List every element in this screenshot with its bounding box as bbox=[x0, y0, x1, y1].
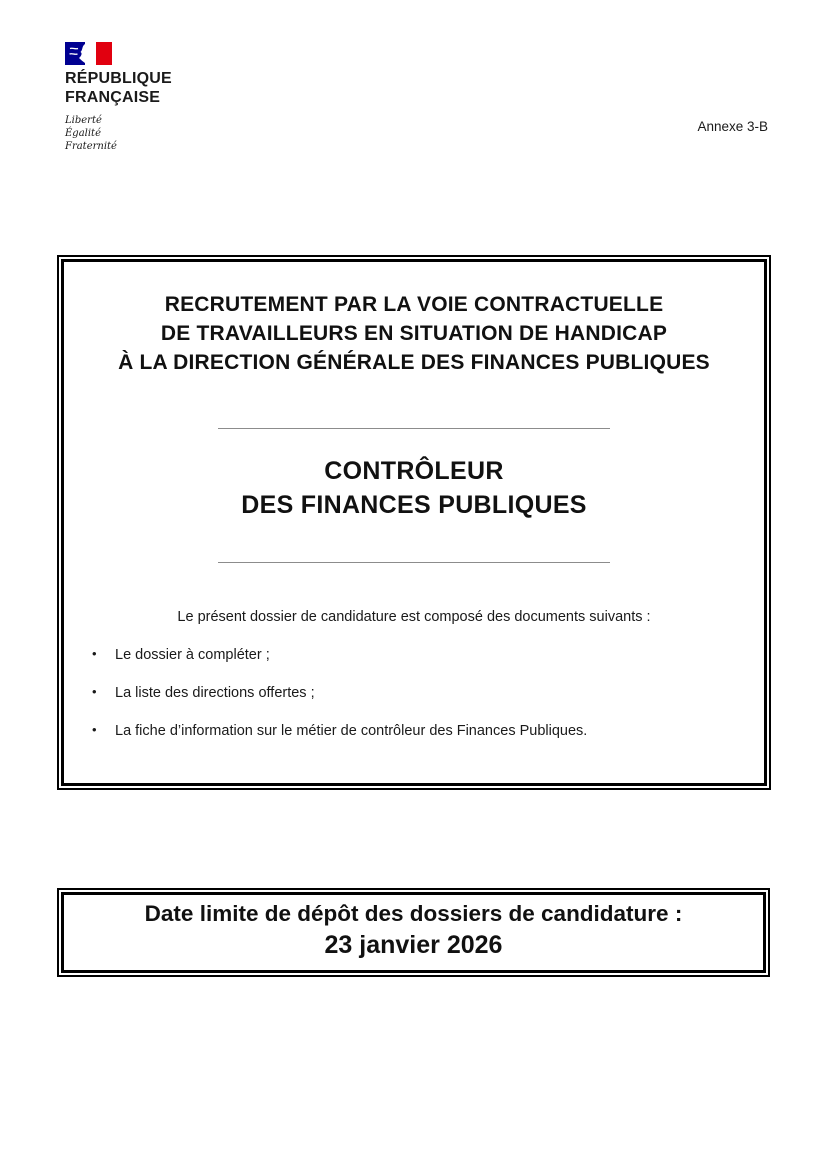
list-item bbox=[90, 646, 744, 664]
deadline-label: Date limite de dépôt des dossiers de candidature : bbox=[144, 901, 683, 926]
recruitment-title-line1: RECRUTEMENT PAR LA VOIE CONTRACTUELLE bbox=[164, 293, 664, 316]
bullet-icon: • bbox=[92, 722, 97, 737]
list-item bbox=[90, 722, 744, 740]
motto-egalite: Égalité bbox=[65, 128, 101, 139]
recruitment-title-line2: DE TRAVAILLEURS EN SITUATION DE HANDICAP bbox=[160, 322, 668, 345]
annexe-label: Annexe 3-B bbox=[697, 119, 768, 134]
republic-name-line1: RÉPUBLIQUE bbox=[65, 70, 172, 87]
french-flag-icon bbox=[65, 42, 112, 65]
list-item bbox=[90, 684, 744, 702]
separator-bottom bbox=[218, 562, 610, 563]
list-item-text: Le dossier à compléter ; bbox=[115, 647, 270, 663]
list-item-text: La fiche d’information sur le métier de contrôleur des Finances Publiques. bbox=[115, 723, 588, 739]
motto-liberte: Liberté bbox=[65, 115, 102, 126]
republic-name bbox=[65, 69, 172, 107]
job-title-line2: DES FINANCES PUBLIQUES bbox=[241, 491, 587, 519]
deadline-box bbox=[57, 888, 770, 977]
republique-francaise-logo bbox=[65, 42, 172, 153]
bullet-icon: • bbox=[92, 646, 97, 661]
job-title-line1: CONTRÔLEUR bbox=[324, 457, 504, 485]
job-title bbox=[64, 454, 764, 522]
list-item-text: La liste des directions offertes ; bbox=[115, 685, 315, 701]
recruitment-title-line3: À LA DIRECTION GÉNÉRALE DES FINANCES PUBLIQUES bbox=[118, 351, 710, 374]
marianne-hair-wave-bottom bbox=[70, 54, 78, 55]
motto-fraternite: Fraternité bbox=[65, 141, 117, 152]
deadline-box-inner bbox=[61, 892, 766, 973]
recruitment-box-inner bbox=[61, 259, 767, 786]
separator-top bbox=[218, 428, 610, 429]
national-motto bbox=[65, 114, 172, 153]
recruitment-box bbox=[57, 255, 771, 790]
recruitment-title bbox=[64, 290, 764, 377]
dossier-contents-list bbox=[90, 646, 744, 760]
deadline-date: 23 janvier 2026 bbox=[324, 931, 503, 959]
bullet-icon: • bbox=[92, 684, 97, 699]
republic-name-line2: FRANÇAISE bbox=[65, 89, 161, 106]
marianne-hair-wave-top bbox=[70, 48, 78, 49]
flag-red-band bbox=[96, 42, 112, 65]
dossier-intro-text: Le présent dossier de candidature est composé des documents suivants : bbox=[177, 609, 651, 625]
